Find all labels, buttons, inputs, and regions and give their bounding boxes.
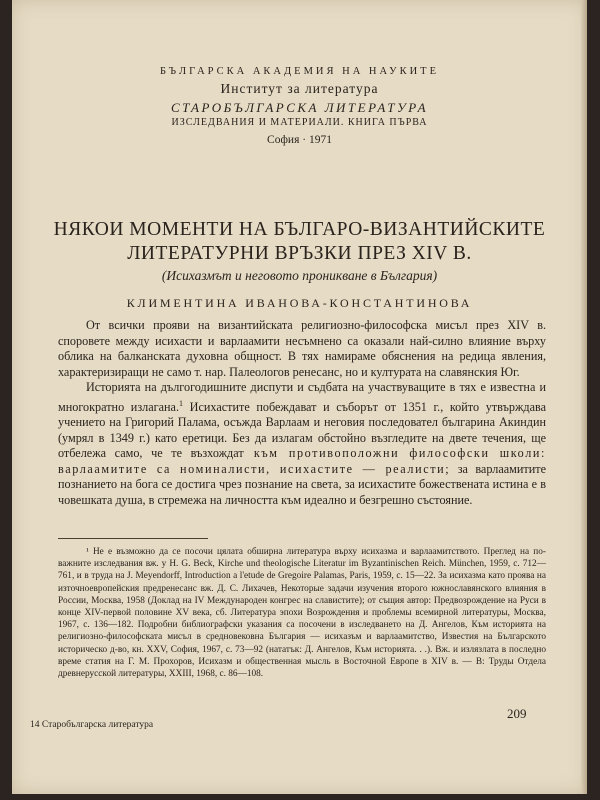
article-title-line1: НЯКОИ МОМЕНТИ НА БЪЛГАРО-ВИЗАНТИЙСКИТЕ <box>53 219 546 240</box>
book-page <box>12 0 587 794</box>
paragraph-2-middle: Исихастите побеждават и съборът от 1351 г., който утвърждава учението на Григорий Палама, осъжда Варлаам и неговия последовател българина Акиндин (умрял в 1349 г.) като еретици. Без да излагам обстойно възгледите на двете течения, ще отбележа само, че те възхождат <box>58 399 546 461</box>
article-author: КЛИМЕНТИНА ИВАНОВА-КОНСТАНТИНОВА <box>126 296 473 310</box>
footnotes <box>58 546 546 680</box>
footnote-1: ¹ Не е възможно да се посочи цялата обширна литература върху исихазма и варлаамитството. Преглед на по-важните изследвания вж. у H. G. Beck, Kirche und theologische Literatur im Byzantinischen Reich. München, 1959, с. 712—761, и в труда на J. Meyendorff, Introduction a l'etude de Gregoire Palamas, Paris, 1959, с. 15—22. За исихазма като проява на източноевропейския предренесанс вж. Д. С. Лихачев, Некоторые задачи изучения второго южнославянского влияния в России, Москва, 1958 (Доклад на IV Международен конгрес на славистите); от същия автор: Предвозрождение на Руси в конце XIV-первой половине XV века, сб. Литература эпохи Возрождения и проблемы всемирной литературы, Москва, 1967, с. 136—182. Подробни библиографски указания са посочени в изследването на Д. Ангелов, Към историята на религиозно-философската мисъл в средновековна България — исихазъм и варлаамитство, Известия на Българското историческо д-во, кн. XXV, София, 1967, с. 73—92 (нататък: Д. Ангелов, Към историята. . .). Вж. и излязлата в последно време статия на Г. М. Прохоров, Исихазм и общественная мысль в Восточной Европе в XIV в. — В: Труды Отдела древнерусской литературы, XXIII, 1968, с. 86—108. <box>58 547 546 680</box>
series-subtitle: ИЗСЛЕДВАНИЯ И МАТЕРИАЛИ. КНИГА ПЪРВА <box>171 117 428 128</box>
footnote-marker: 1 <box>179 398 184 408</box>
academy-name: БЪЛГАРСКА АКАДЕМИЯ НА НАУКИТЕ <box>159 66 440 77</box>
article-subtitle: (Исихазмът и неговото проникване в България) <box>161 268 438 283</box>
article-title-line2: ЛИТЕРАТУРНИ ВРЪЗКИ ПРЕЗ XIV В. <box>127 243 472 264</box>
page-edge-shadow <box>581 0 587 794</box>
paragraph-2 <box>58 380 546 508</box>
series-title: СТАРОБЪЛГАРСКА ЛИТЕРАТУРА <box>170 100 429 115</box>
article-body <box>58 318 546 508</box>
paragraph-1: От всички прояви на византийската религиозно-философска мисъл през XIV в. споровете между исихасти и варлаамити несъмнено са оказали най-силно влияние върху облика на балканската духовна общност. В тях намираме обяснения на редица явления, характеризиращи не само т. нар. Палеологов ренесанс, но и културата на славянския Юг. <box>58 318 546 379</box>
footnote-divider <box>58 538 208 539</box>
page-number: 209 <box>507 706 527 721</box>
place-year: София · 1971 <box>267 134 332 146</box>
signature-mark: 14 Старобългарска литература <box>30 720 154 730</box>
institute-name: Институт за литература <box>220 81 379 96</box>
paragraph-2-spaced: към противоположни философски школи: варлаамитите са номиналисти, исихастите — реалисти; <box>58 446 546 476</box>
paragraph-2-start: Историята на дългогодишните диспути и съдбата на участвуващите в тях е известна и многократно излагана. <box>58 380 546 414</box>
paragraph-2-end: за варлаамитите познанието на бога се достига чрез познание на света, за исихастите божествената истина е в човешката душа, в стремежа на личността към идеално и безгрешно състояние. <box>58 461 546 507</box>
